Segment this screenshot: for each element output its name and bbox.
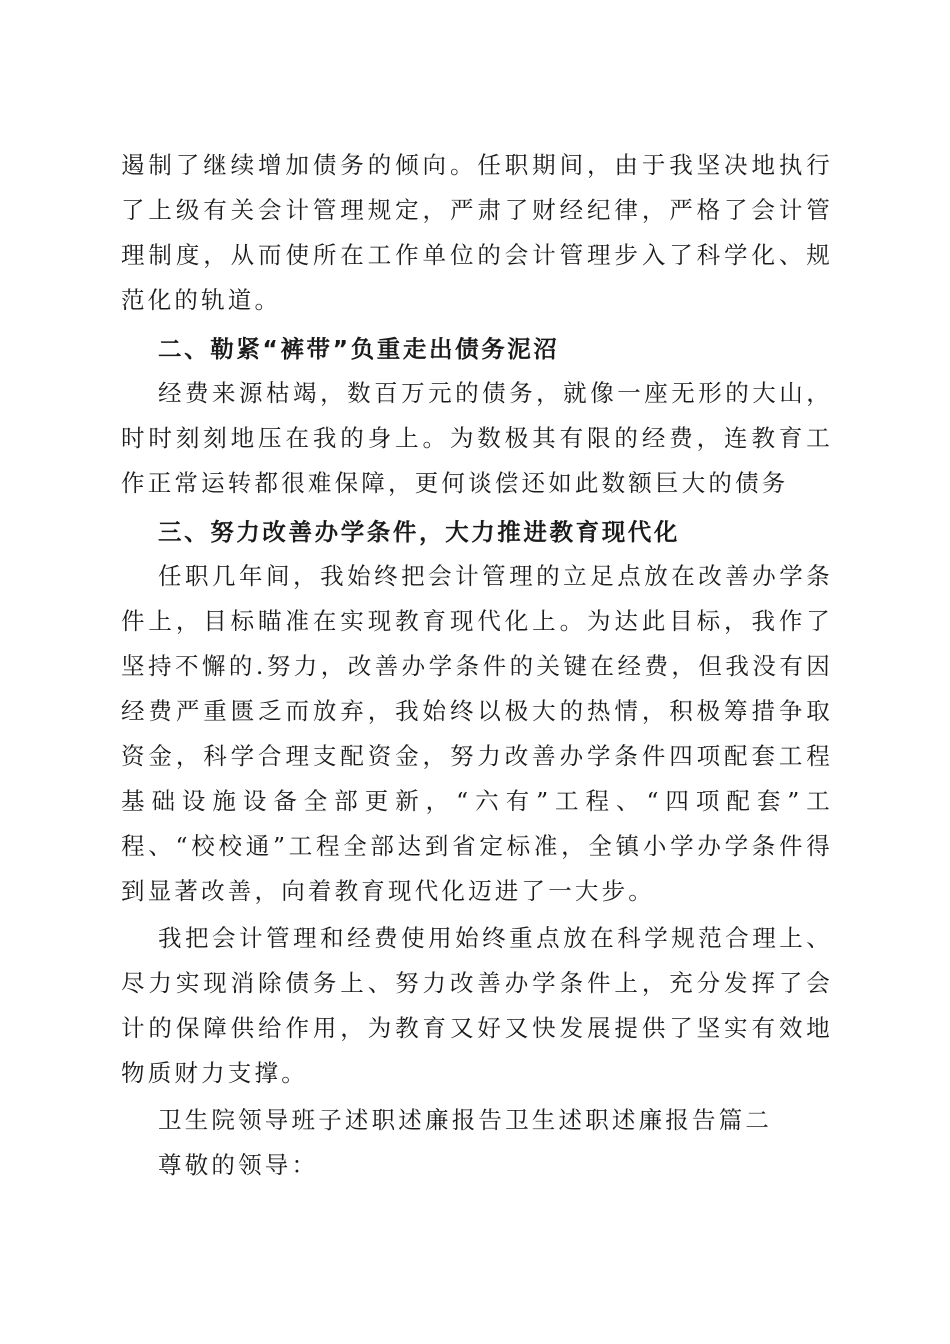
paragraph-salutation: 尊敬的领导： — [158, 1151, 319, 1179]
section-heading-two: 二、勒紧“裤带”负重走出债务泥沼 — [158, 335, 560, 363]
paragraph-funding-shortage: 经费来源枯竭，数百万元的债务，就像一座无形的大山，时时刻刻地压在我的身上。为数极其有限的经费，连教育工作正常运转都很难保障，更何谈偿还如此数额巨大的债务 — [121, 379, 833, 497]
paragraph-school-conditions: 任职几年间，我始终把会计管理的立足点放在改善办学条件上，目标瞄准在实现教育现代化上。为达此目标，我作了坚持不懈的.努力，改善办学条件的关键在经费，但我没有因经费严重匮乏而放弃，我始终以极大的热情，积极筹措争取资金，科学合理支配资金，努力改善办学条件四项配套工程基础设施设备全部更新，“六有”工程、“四项配套”工程、“校校通”工程全部达到省定标准，全镇小学办学条件得到显著改善，向着教育现代化迈进了一大步。 — [121, 562, 833, 905]
paragraph-summary: 我把会计管理和经费使用始终重点放在科学规范合理上、尽力实现消除债务上、努力改善办学条件上，充分发挥了会计的保障供给作用，为教育又好又快发展提供了坚实有效地物质财力支撑。 — [121, 924, 833, 1087]
section-heading-three: 三、努力改善办学条件，大力推进教育现代化 — [158, 518, 680, 546]
paragraph-debt-control: 遏制了继续增加债务的倾向。任职期间，由于我坚决地执行了上级有关会计管理规定，严肃了财经纪律，严格了会计管理制度，从而使所在工作单位的会计管理步入了科学化、规范化的轨道。 — [121, 151, 833, 314]
paragraph-report-title: 卫生院领导班子述职述廉报告卫生述职述廉报告篇二 — [158, 1106, 773, 1134]
document-body — [121, 143, 833, 1188]
